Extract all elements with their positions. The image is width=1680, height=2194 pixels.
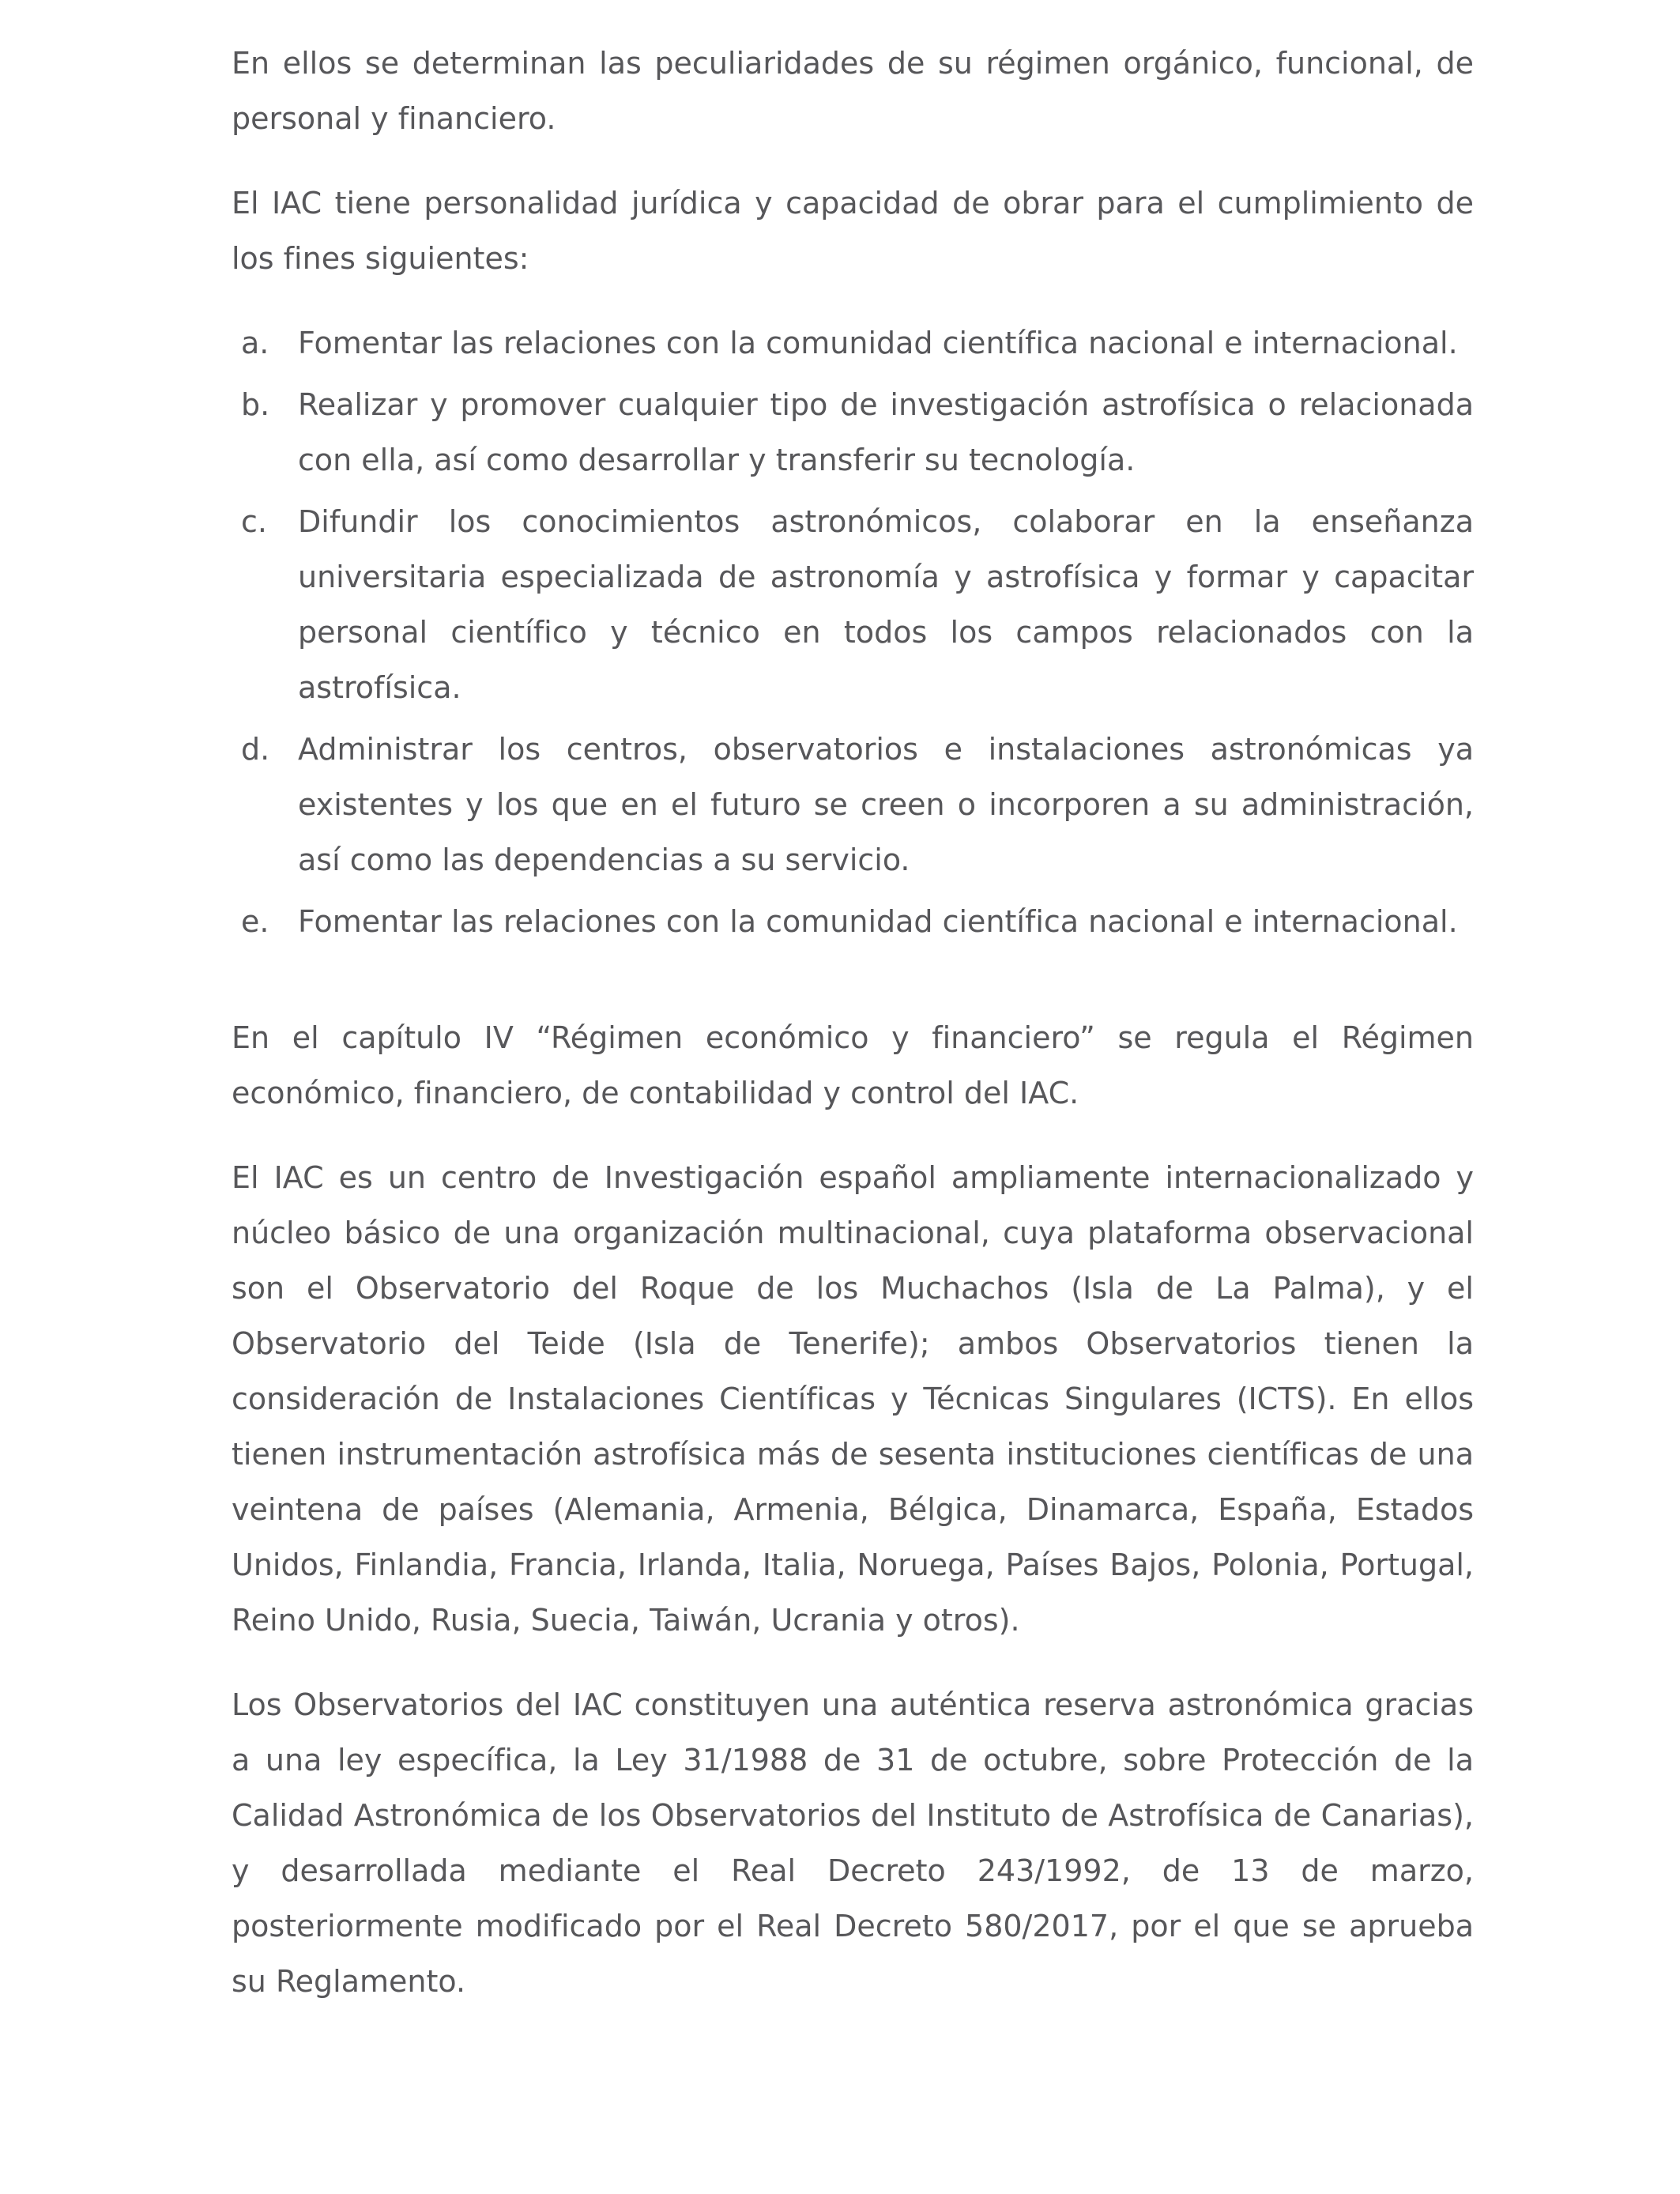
paragraph-capitulo-iv: En el capítulo IV “Régimen económico y financiero” se regula el Régimen económico, financiero, de contabilidad y control del IAC.	[232, 1020, 1474, 1110]
list-marker-c: c.	[241, 504, 267, 539]
paragraph-personalidad-juridica: El IAC tiene personalidad jurídica y capacidad de obrar para el cumplimiento de los fines siguientes:	[232, 186, 1474, 276]
paragraph-reserva-astronomica: Los Observatorios del IAC constituyen una auténtica reserva astronómica gracias a una ley específica, la Ley 31/1988 de 31 de octubre, sobre Protección de la Calidad Astronómica de los Observatorios del Instituto de Astrofísica de Canarias), y desarrollada mediante el Real Decreto 243/1992, de 13 de marzo, posteriormente modificado por el Real Decreto 580/2017, por el que se aprueba su Reglamento.	[232, 1687, 1474, 1999]
list-item-e	[232, 894, 1474, 949]
list-item-c	[232, 494, 1474, 715]
paragraph-centro-investigacion: El IAC es un centro de Investigación español ampliamente internacionalizado y núcleo básico de una organización multinacional, cuya plataforma observacional son el Observatorio del Roque de los Muchachos (Isla de La Palma), y el Observatorio del Teide (Isla de Tenerife); ambos Observatorios tienen la consideración de Instalaciones Científicas y Técnicas Singulares (ICTS). En ellos tienen instrumentación astrofísica más de sesenta instituciones científicas de una veintena de países (Alemania, Armenia, Bélgica, Dinamarca, España, Estados Unidos, Finlandia, Francia, Irlanda, Italia, Noruega, Países Bajos, Polonia, Portugal, Reino Unido, Rusia, Suecia, Taiwán, Ucrania y otros).	[232, 1160, 1474, 1638]
list-marker-b: b.	[241, 387, 270, 422]
list-item-b-text: Realizar y promover cualquier tipo de investigación astrofísica o relacionada con ella, así como desarrollar y transferir su tecnología.	[298, 387, 1474, 477]
objectives-list	[232, 315, 1474, 949]
list-item-c-text: Difundir los conocimientos astronómicos, colaborar en la enseñanza universitaria especializada de astronomía y astrofísica y formar y capacitar personal científico y técnico en todos los campos relacionados con la astrofísica.	[298, 504, 1474, 705]
list-item-e-text: Fomentar las relaciones con la comunidad científica nacional e internacional.	[298, 904, 1458, 939]
list-item-d-text: Administrar los centros, observatorios e instalaciones astronómicas ya existentes y los que en el futuro se creen o incorporen a su administración, así como las dependencias a su servicio.	[298, 732, 1474, 877]
list-item-a-text: Fomentar las relaciones con la comunidad científica nacional e internacional.	[298, 326, 1458, 360]
paragraph-regimen-organico: En ellos se determinan las peculiaridades de su régimen orgánico, funcional, de personal y financiero.	[232, 46, 1474, 136]
list-item-a	[232, 315, 1474, 371]
list-marker-e: e.	[241, 904, 269, 939]
list-marker-a: a.	[241, 326, 269, 360]
list-item-d	[232, 722, 1474, 888]
list-item-b	[232, 377, 1474, 488]
list-marker-d: d.	[241, 732, 270, 767]
